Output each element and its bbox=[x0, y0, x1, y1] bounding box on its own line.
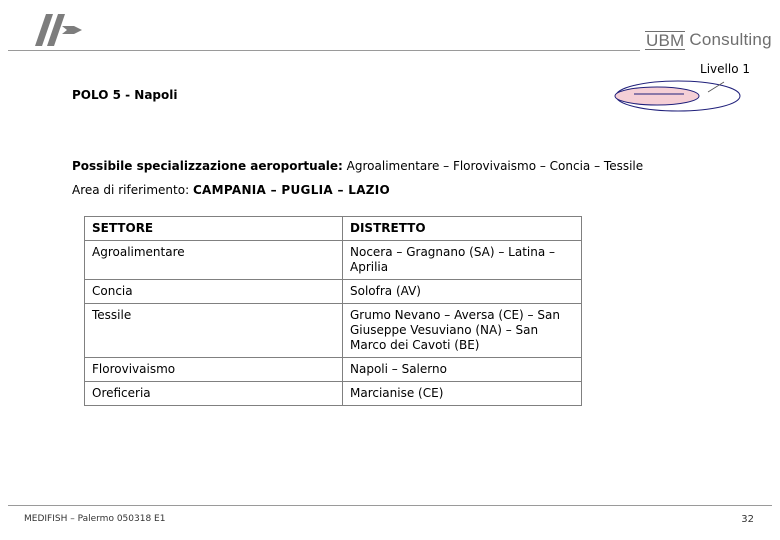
table-row bbox=[85, 304, 582, 358]
district-cell: Napoli – Salerno bbox=[343, 358, 582, 382]
brand-prefix: UBM bbox=[646, 30, 685, 50]
level-label: Livello 1 bbox=[700, 62, 750, 76]
page-number: 32 bbox=[741, 514, 754, 525]
footer-divider bbox=[8, 505, 772, 506]
table-header-row bbox=[85, 217, 582, 241]
sector-cell: Agroalimentare bbox=[85, 241, 343, 280]
district-cell: Solofra (AV) bbox=[343, 280, 582, 304]
header-settore: SETTORE bbox=[85, 217, 343, 241]
district-cell: Nocera – Gragnano (SA) – Latina – Aprilia bbox=[343, 241, 582, 280]
double-arrow-logo-icon bbox=[34, 12, 86, 48]
header-distretto: DISTRETTO bbox=[343, 217, 582, 241]
sector-cell: Florovivaismo bbox=[85, 358, 343, 382]
footer-text: MEDIFISH – Palermo 050318 E1 bbox=[24, 514, 166, 524]
district-cell: Grumo Nevano – Aversa (CE) – San Giuseppe Vesuviano (NA) – San Marco dei Cavoti (BE) bbox=[343, 304, 582, 358]
level-ellipses-icon bbox=[612, 78, 742, 114]
table-row bbox=[85, 382, 582, 406]
sector-cell: Tessile bbox=[85, 304, 343, 358]
area-value: CAMPANIA – PUGLIA – LAZIO bbox=[192, 183, 391, 197]
table-row bbox=[85, 280, 582, 304]
area-label: Area di riferimento: bbox=[72, 183, 190, 197]
sector-cell: Concia bbox=[85, 280, 343, 304]
table-row bbox=[85, 241, 582, 280]
brand-logo bbox=[645, 28, 772, 52]
district-cell: Marcianise (CE) bbox=[343, 382, 582, 406]
sector-district-table bbox=[84, 216, 582, 406]
sector-cell: Oreficeria bbox=[85, 382, 343, 406]
brand-suffix: Consulting bbox=[689, 30, 772, 49]
header-divider bbox=[8, 50, 640, 51]
specialization-line bbox=[72, 159, 643, 173]
table-row bbox=[85, 358, 582, 382]
page-title: POLO 5 - Napoli bbox=[72, 88, 178, 102]
area-line bbox=[72, 183, 390, 197]
specialization-label: Possibile specializzazione aeroportuale: bbox=[72, 159, 343, 173]
specialization-value: Agroalimentare – Florovivaismo – Concia – Tessile bbox=[346, 159, 644, 173]
